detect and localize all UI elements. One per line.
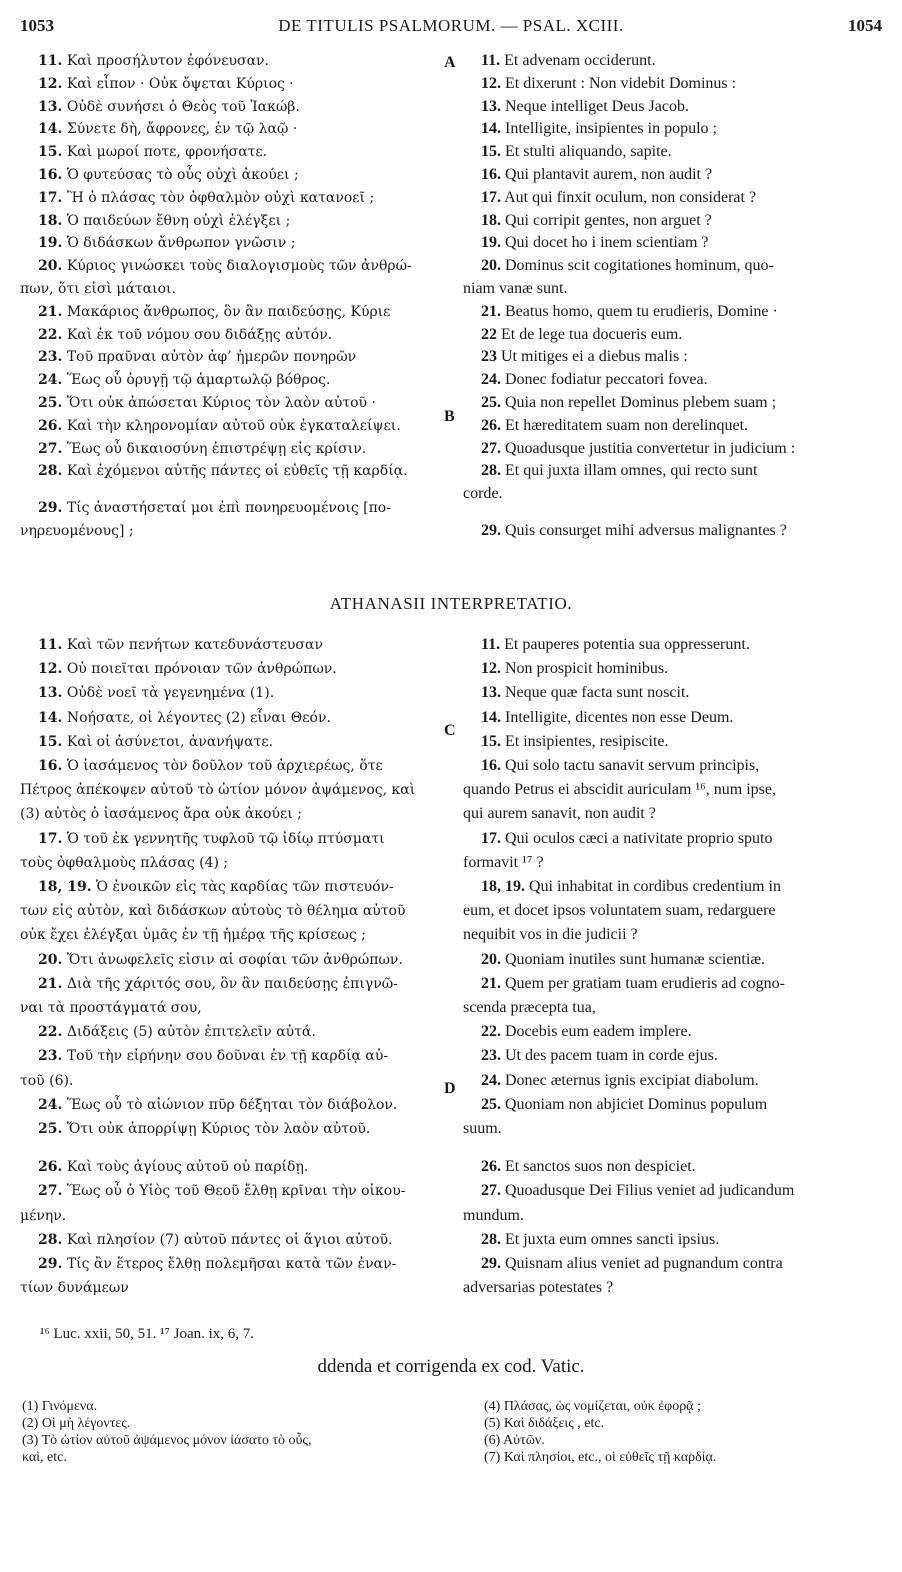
latin-verse-line: [463, 634, 881, 656]
verse-number: 22: [481, 325, 497, 343]
verse-text: Ὁ διδάσκων ἄνθρωπον γνῶσιν ;: [66, 235, 296, 252]
verse-number: 24.: [38, 372, 63, 389]
greek-verse-line: [20, 1045, 446, 1067]
verse-number: 12.: [481, 74, 501, 92]
verse-number: 17.: [38, 189, 63, 206]
verse-number: 12.: [38, 661, 63, 678]
verse-number: 29.: [38, 1256, 63, 1272]
verse-text: Quem per gratiam tuam erudieris ad cogno-: [505, 974, 785, 992]
verse-text: Donec æternus ignis excipiat diabolum.: [505, 1071, 759, 1089]
latin-verse-line: [463, 1180, 881, 1202]
latin-verse-line: [463, 707, 881, 729]
greek-verse-line: [20, 634, 446, 656]
verse-text: Dominus scit cogitationes hominum, quo-: [505, 257, 774, 275]
verse-text: Σύνετε δὴ, ἄφρονες, ἐν τῷ λαῷ ·: [66, 121, 298, 138]
addenda-line: (1) Γινόμενα.: [22, 1399, 98, 1414]
running-title: DE TITULIS PSALMORUM. — PSAL. XCIII.: [278, 16, 624, 35]
latin-verse-line: [463, 731, 881, 753]
verse-text: Qui corripit gentes, non arguet ?: [505, 211, 712, 229]
margin-marker-d: D: [444, 1080, 456, 1097]
verse-text: adversarias potestates ?: [463, 1279, 614, 1297]
verse-text: Ὅτι οὐκ ἀπώσεται Κύριος τὸν λαὸν αὐτοῦ ·: [66, 395, 376, 411]
greek-verse-line: [20, 803, 446, 825]
greek-verse-line: [20, 1277, 446, 1299]
verse-number: 26.: [481, 1158, 501, 1176]
verse-number: 15.: [38, 733, 63, 750]
verse-text: Καὶ εἶπον · Οὐκ ὄψεται Κύριος ·: [66, 75, 294, 92]
greek-verse-line: [20, 278, 446, 300]
verse-text: Ὁ φυτεύσας τὸ οὖς οὐχὶ ἀκούει ;: [66, 167, 299, 183]
addenda-line: (2) Οἱ μὴ λέγοντες.: [22, 1416, 131, 1431]
latin-verse-line: [463, 1156, 881, 1178]
verse-number: 28.: [481, 462, 501, 480]
verse-text: Καὶ ἐκ τοῦ νόμου σου διδάξῃς αὐτόν.: [66, 326, 333, 343]
latin-verse-line: [463, 1094, 881, 1116]
verse-number: 18.: [38, 212, 63, 229]
greek-verse-line: [20, 96, 446, 118]
verse-number: 17.: [481, 829, 501, 847]
greek-verse-line: [20, 1180, 446, 1202]
verse-text: Κύριος γινώσκει τοὺς διαλογισμοὺς τῶν ἀνθρώ-: [66, 258, 412, 275]
latin-verse-line: [463, 876, 881, 898]
verse-text: suum.: [463, 1120, 502, 1137]
verse-text: Et pauperes potentia sua oppresserunt.: [504, 636, 750, 653]
verse-number: 11.: [38, 637, 63, 653]
greek-verse-line: [20, 828, 446, 850]
verse-number: 22.: [38, 1024, 63, 1041]
greek-verse-line: [20, 1156, 446, 1178]
verse-text: niam vanæ sunt.: [463, 280, 568, 297]
verse-number: 16.: [481, 757, 501, 774]
latin-verse-line: [463, 1277, 881, 1299]
verse-text: Ἕως οὗ τὸ αἰώνιον πῦρ δέξηται τὸν διάβολον.: [66, 1096, 398, 1113]
greek-verse-line: [20, 658, 446, 680]
verse-number: 21.: [38, 975, 63, 992]
verse-number: 18.: [481, 211, 501, 229]
latin-verse-line: [463, 438, 881, 460]
greek-verse-line: [20, 707, 446, 729]
latin-verse-line: [463, 1070, 881, 1092]
verse-number: 17.: [481, 188, 501, 206]
latin-verse-line: [463, 460, 881, 482]
verse-number: 16.: [38, 167, 63, 183]
verse-number: 13.: [481, 97, 501, 115]
greek-verse-line: [20, 997, 446, 1019]
greek-verse-line: [20, 187, 446, 209]
verse-number: 11.: [481, 636, 501, 653]
verse-text: Νοήσατε, οἱ λέγοντες (2) εἶναι Θεόν.: [66, 709, 331, 726]
latin-verse-line: [463, 682, 881, 704]
verse-text: Quoadusque justitia convertetur in judicium :: [505, 439, 796, 457]
verse-text: Qui oculos cæci a nativitate proprio sputo: [505, 829, 773, 847]
verse-text: Et stulti aliquando, sapite.: [505, 143, 672, 161]
verse-number: 23.: [481, 1047, 501, 1065]
verse-number: 13.: [481, 684, 501, 702]
verse-text: οὐκ ἔχει ἐλέγξαι ὑμᾶς ἐν τῇ ἡμέρᾳ τῆς κρίσεως ;: [20, 927, 366, 944]
addenda-line: (5) Καὶ διδάξεις , etc.: [484, 1416, 605, 1431]
addenda-line: καὶ, etc.: [22, 1450, 67, 1465]
greek-verse-line: [20, 392, 446, 414]
verse-number: 14.: [481, 120, 501, 138]
verse-text: Διδάξεις (5) αὐτὸν ἐπιτελεῖν αὐτά.: [66, 1024, 316, 1041]
verse-number: 23.: [38, 349, 63, 366]
greek-verse-line: [20, 164, 446, 186]
verse-number: 15.: [481, 143, 501, 161]
latin-verse-line: [463, 164, 881, 186]
latin-verse-line: [463, 1118, 881, 1140]
verse-text: scenda præcepta tua,: [463, 999, 596, 1016]
margin-marker-b: B: [444, 408, 455, 425]
verse-number: 29.: [38, 500, 63, 517]
margin-marker-c: C: [444, 722, 456, 739]
verse-text: eum, et docet ipsos voluntatem suam, redarguere: [463, 902, 776, 920]
greek-verse-line: [20, 1070, 446, 1092]
latin-verse-line: [463, 210, 881, 232]
greek-verse-line: [20, 755, 446, 777]
verse-text: Et sanctos suos non despiciet.: [505, 1158, 696, 1176]
verse-text: Et hæreditatem suam non derelinquet.: [505, 416, 749, 434]
verse-text: τοὺς ὀφθαλμοὺς πλάσας (4) ;: [20, 854, 229, 871]
verse-text: Καὶ ἐχόμενοι αὐτῆς πάντες οἱ εὐθεῖς τῇ καρδίᾳ.: [66, 463, 408, 480]
latin-verse-line: [463, 1205, 881, 1227]
verse-number: 26.: [38, 417, 63, 434]
verse-text: quando Petrus ei abscidit auriculam ¹⁶, num ipse,: [463, 781, 776, 799]
verse-number: 22.: [38, 326, 63, 343]
page-header: [20, 16, 882, 40]
verse-number: 20.: [38, 951, 63, 968]
verse-text: Ἕως οὗ δικαιοσύνη ἐπιστρέψῃ εἰς κρίσιν.: [66, 440, 367, 457]
verse-number: 22.: [481, 1023, 501, 1041]
latin-verse-line: [463, 392, 881, 414]
verse-text: Ὁ παιδεύων ἔθνη οὐχὶ ἐλέγξει ;: [66, 212, 291, 229]
page-number-left: 1053: [20, 16, 54, 35]
verse-number: 25.: [481, 1095, 501, 1113]
footnotes: ¹⁶ Luc. xxii, 50, 51. ¹⁷ Joan. ix, 6, 7.: [40, 1326, 255, 1342]
verse-text: Ὁ ἐνοικῶν εἰς τὰς καρδίας τῶν πιστευόν-: [96, 879, 394, 895]
verse-text: Et insipientes, resipiscite.: [505, 732, 669, 750]
greek-verse-line: [20, 1021, 446, 1043]
greek-verse-line: [20, 324, 446, 346]
verse-number: 21.: [481, 974, 501, 992]
verse-text: Τίς ἀναστήσεταί μοι ἐπὶ πονηρευομένοις [πο-: [66, 500, 391, 517]
greek-verse-line: [20, 460, 446, 482]
verse-text: nequibit vos in die judicii ?: [463, 926, 638, 944]
verse-text: Διὰ τῆς χάριτός σου, ὃν ἂν παιδεύσῃς ἐπιγνῶ-: [66, 975, 398, 992]
greek-verse-line: [20, 255, 446, 277]
latin-verse-line: [463, 255, 881, 277]
greek-verse-line: [20, 682, 446, 704]
verse-text: Et de lege tua docueris eum.: [501, 325, 683, 343]
verse-text: τοῦ (6).: [20, 1072, 74, 1089]
verse-text: Ἕως οὗ ὁ Υἱὸς τοῦ Θεοῦ ἔλθῃ κρῖναι τὴν οἰκου-: [66, 1183, 406, 1200]
verse-text: Τοῦ πραῦναι αὐτὸν ἀφ’ ἡμερῶν πονηρῶν: [66, 349, 357, 366]
verse-text: Neque intelliget Deus Jacob.: [505, 97, 689, 115]
verse-text: Καὶ τὴν κληρονομίαν αὐτοῦ οὐκ ἐγκαταλείψει.: [66, 417, 401, 434]
latin-verse-line: [463, 1229, 881, 1251]
verse-text: Οὐδὲ νοεῖ τὰ γεγενημένα (1).: [66, 685, 275, 702]
verse-number: 24.: [481, 371, 501, 389]
verse-text: Beatus homo, quem tu erudieris, Domine ·: [505, 302, 778, 320]
verse-number: 16.: [38, 758, 63, 774]
verse-number: 29.: [481, 1255, 501, 1272]
verse-number: 20.: [481, 950, 501, 968]
addenda-line: (6) Αὐτῶν.: [484, 1433, 545, 1448]
verse-text: των εἰς αὐτὸν, καὶ διδάσκων αὐτοὺς τὸ θέλημα αὐτοῦ: [20, 903, 406, 920]
verse-number: 15.: [481, 732, 501, 750]
verse-number: 27.: [481, 439, 501, 457]
verse-number: 23.: [38, 1048, 63, 1065]
margin-marker-a: A: [444, 54, 456, 71]
verse-text: πων, ὅτι εἰσὶ μάταιοι.: [20, 281, 176, 297]
greek-verse-line: [20, 497, 446, 519]
verse-number: 27.: [481, 1182, 501, 1200]
verse-number: 24.: [481, 1071, 501, 1089]
greek-verse-line: [20, 949, 446, 971]
verse-number: 24.: [38, 1096, 63, 1113]
verse-text: Et dixerunt : Non videbit Dominus :: [505, 74, 737, 92]
greek-verse-line: [20, 1253, 446, 1275]
latin-verse-line: [463, 779, 881, 801]
greek-verse-line: [20, 438, 446, 460]
verse-number: 20.: [481, 257, 501, 275]
latin-verse-line: [463, 415, 881, 437]
verse-number: 25.: [481, 394, 501, 411]
verse-text: Πέτρος ἀπέκοψεν αὐτοῦ τὸ ὠτίον μόνον ἀψάμενος, καὶ: [20, 782, 416, 799]
latin-verse-line: [463, 483, 881, 505]
greek-verse-line: [20, 731, 446, 753]
verse-number: 11.: [38, 53, 63, 69]
verse-text: ναι τὰ προστάγματά σου,: [20, 1000, 202, 1016]
verse-text: Τίς ἂν ἕτερος ἔλθῃ πολεμῆσαι κατὰ τῶν ἐναν-: [66, 1256, 397, 1272]
verse-text: Qui docet ho i inem scientiam ?: [505, 234, 709, 252]
greek-verse-line: [20, 779, 446, 801]
verse-text: qui aurem sanavit, non audit ?: [463, 805, 656, 823]
addenda-title: ddenda et corrigenda ex cod. Vatic.: [317, 1356, 585, 1377]
latin-verse-line: [463, 900, 881, 922]
addenda-line: (7) Καὶ πλησίοι, etc., οἱ εὐθεῖς τῇ καρδίᾳ.: [484, 1450, 717, 1465]
greek-verse-line: [20, 210, 446, 232]
latin-verse-line: [463, 828, 881, 850]
latin-verse-line: [463, 278, 881, 300]
verse-number: 14.: [38, 121, 63, 138]
latin-verse-line: [463, 301, 881, 323]
latin-verse-line: [463, 232, 881, 254]
greek-verse-line: [20, 876, 446, 898]
greek-verse-line: [20, 415, 446, 437]
verse-number: 18, 19.: [38, 879, 92, 895]
verse-text: formavit ¹⁷ ?: [463, 853, 544, 871]
verse-number: 23: [481, 348, 497, 366]
greek-verse-line: [20, 369, 446, 391]
latin-verse-line: [463, 1253, 881, 1275]
verse-text: Καὶ οἱ ἀσύνετοι, ἀνανήψατε.: [66, 733, 274, 750]
latin-verse-line: [463, 852, 881, 874]
verse-text: Οὐ ποιεῖται πρόνοιαν τῶν ἀνθρώπων.: [66, 661, 337, 678]
verse-text: Καὶ τῶν πενήτων κατεδυνάστευσαν: [66, 637, 323, 653]
greek-verse-line: [20, 852, 446, 874]
verse-text: τίων δυνάμεων: [20, 1280, 129, 1297]
latin-verse-line: [463, 324, 881, 346]
verse-number: 26.: [38, 1159, 63, 1176]
section-title-athanasii: ATHANASII INTERPRETATIO.: [329, 594, 573, 613]
verse-number: 15.: [38, 144, 63, 161]
verse-text: Καὶ τοὺς ἁγίους αὐτοῦ οὐ παρίδῃ.: [66, 1159, 309, 1176]
verse-text: Quisnam alius veniet ad pugnandum contra: [505, 1255, 783, 1272]
latin-verse-line: [463, 50, 881, 72]
latin-verse-line: [463, 73, 881, 95]
verse-text: Ut des pacem tuam in corde ejus.: [505, 1047, 718, 1065]
verse-text: μένην.: [20, 1207, 67, 1224]
verse-text: νηρευομένους] ;: [20, 523, 134, 539]
verse-text: Qui inhabitat in cordibus credentium in: [529, 878, 781, 895]
greek-verse-line: [20, 520, 446, 542]
latin-verse-line: [463, 997, 881, 1019]
verse-text: Quoniam non abjiciet Dominus populum: [505, 1095, 768, 1113]
verse-number: 21.: [481, 302, 501, 320]
verse-number: 19.: [38, 235, 63, 252]
verse-number: 14.: [38, 709, 63, 726]
latin-verse-line: [463, 924, 881, 946]
verse-text: Et advenam occiderunt.: [504, 52, 656, 69]
verse-number: 25.: [38, 395, 63, 411]
verse-text: Ἢ ὁ πλάσας τὸν ὀφθαλμὸν οὐχὶ κατανοεῖ ;: [66, 189, 375, 206]
verse-number: 19.: [481, 234, 501, 252]
verse-text: Et qui juxta illam omnes, qui recto sunt: [505, 462, 758, 480]
greek-verse-line: [20, 141, 446, 163]
verse-text: Qui solo tactu sanavit servum principis,: [505, 757, 760, 774]
verse-text: Ἕως οὗ ὀρυγῇ τῷ ἁμαρτωλῷ βόθρος.: [66, 372, 331, 389]
latin-verse-line: [463, 973, 881, 995]
latin-verse-line: [463, 520, 881, 542]
greek-verse-line: [20, 973, 446, 995]
verse-text: Οὐδὲ συνήσει ὁ Θεὸς τοῦ Ἰακώβ.: [66, 98, 300, 115]
verse-number: 12.: [481, 660, 501, 678]
verse-text: Neque quæ facta sunt noscit.: [505, 684, 690, 702]
latin-verse-line: [463, 346, 881, 368]
verse-number: 28.: [38, 1231, 63, 1248]
greek-verse-line: [20, 118, 446, 140]
greek-verse-line: [20, 924, 446, 946]
verse-text: Non prospicit hominibus.: [505, 660, 669, 678]
verse-text: corde.: [463, 485, 503, 503]
page-number-right: 1054: [848, 16, 882, 35]
latin-verse-line: [463, 755, 881, 777]
verse-number: 29.: [481, 522, 501, 539]
verse-number: 28.: [38, 463, 63, 480]
verse-number: 13.: [38, 685, 63, 702]
verse-number: 14.: [481, 708, 501, 726]
latin-verse-line: [463, 1045, 881, 1067]
verse-number: 21.: [38, 303, 63, 320]
greek-verse-line: [20, 900, 446, 922]
latin-verse-line: [463, 118, 881, 140]
latin-verse-line: [463, 187, 881, 209]
addenda-line: (3) Τὸ ὠτίον αὐτοῦ ἀψάμενος μόνον ἰάσατο τὸ οὖς,: [22, 1433, 312, 1448]
verse-text: Τοῦ τὴν εἰρήνην σου δοῦναι ἐν τῇ καρδίᾳ αὐ-: [66, 1048, 389, 1065]
verse-text: Aut qui finxit oculum, non considerat ?: [504, 188, 757, 206]
verse-number: 13.: [38, 98, 63, 115]
verse-text: Intelligite, dicentes non esse Deum.: [505, 708, 734, 726]
verse-text: mundum.: [463, 1206, 524, 1224]
verse-text: Καὶ προσήλυτον ἐφόνευσαν.: [66, 53, 269, 69]
verse-text: Docebis eum eadem implere.: [505, 1023, 692, 1041]
verse-text: Donec fodiatur peccatori fovea.: [505, 371, 708, 389]
verse-text: Καὶ μωροί ποτε, φρονήσατε.: [66, 144, 268, 161]
verse-number: 11.: [481, 52, 501, 69]
verse-text: Qui plantavit aurem, non audit ?: [505, 166, 713, 183]
verse-text: Μακάριος ἄνθρωπος, ὃν ἂν παιδεύσῃς, Κύριε: [66, 303, 391, 320]
greek-verse-line: [20, 232, 446, 254]
verse-text: (3) αὐτὸς ὁ ἰασάμενος ἄρα οὐκ ἀκούει ;: [20, 806, 302, 823]
verse-text: Quoniam inutiles sunt humanæ scientiæ.: [505, 950, 765, 968]
verse-number: 18, 19.: [481, 878, 525, 895]
verse-number: 26.: [481, 416, 501, 434]
greek-verse-line: [20, 73, 446, 95]
verse-text: Et juxta eum omnes sancti ipsius.: [505, 1230, 720, 1248]
verse-text: Ut mitiges ei a diebus malis :: [501, 348, 688, 366]
verse-text: Ὁ ἰασάμενος τὸν δοῦλον τοῦ ἀρχιερέως, ὅτε: [66, 758, 383, 774]
verse-text: Quis consurget mihi adversus malignantes ?: [505, 522, 787, 539]
verse-number: 12.: [38, 75, 63, 92]
greek-verse-line: [20, 1094, 446, 1116]
greek-verse-line: [20, 1229, 446, 1251]
verse-number: 27.: [38, 440, 63, 457]
latin-verse-line: [463, 96, 881, 118]
verse-number: 17.: [38, 830, 63, 847]
verse-text: Quia non repellet Dominus plebem suam ;: [505, 394, 777, 411]
verse-number: 16.: [481, 166, 501, 183]
addenda-line: (4) Πλάσας, ὡς νομίζεται, οὐκ ἐφορᾷ ;: [484, 1399, 701, 1414]
verse-text: Καὶ πλησίον (7) αὐτοῦ πάντες οἱ ἅγιοι αὐτοῦ.: [66, 1231, 393, 1248]
verse-number: 20.: [38, 258, 63, 275]
verse-text: Quoadusque Dei Filius veniet ad judicandum: [505, 1182, 795, 1200]
verse-number: 28.: [481, 1230, 501, 1248]
verse-number: 25.: [38, 1121, 63, 1137]
latin-verse-line: [463, 369, 881, 391]
greek-verse-line: [20, 346, 446, 368]
latin-verse-line: [463, 949, 881, 971]
latin-verse-line: [463, 658, 881, 680]
verse-text: Ὁ τοῦ ἐκ γεννητῆς τυφλοῦ τῷ ἰδίῳ πτύσματι: [66, 830, 385, 847]
latin-verse-line: [463, 1021, 881, 1043]
verse-text: Ὅτι οὐκ ἀπορρίψῃ Κύριος τὸν λαὸν αὐτοῦ.: [66, 1121, 371, 1137]
greek-verse-line: [20, 1205, 446, 1227]
latin-verse-line: [463, 141, 881, 163]
verse-text: Intelligite, insipientes in populo ;: [505, 120, 717, 138]
greek-verse-line: [20, 50, 446, 72]
greek-verse-line: [20, 301, 446, 323]
greek-verse-line: [20, 1118, 446, 1140]
verse-number: 27.: [38, 1183, 63, 1200]
latin-verse-line: [463, 803, 881, 825]
verse-text: Ὅτι ἀνωφελεῖς εἰσιν αἱ σοφίαι τῶν ἀνθρώπων.: [66, 951, 403, 968]
